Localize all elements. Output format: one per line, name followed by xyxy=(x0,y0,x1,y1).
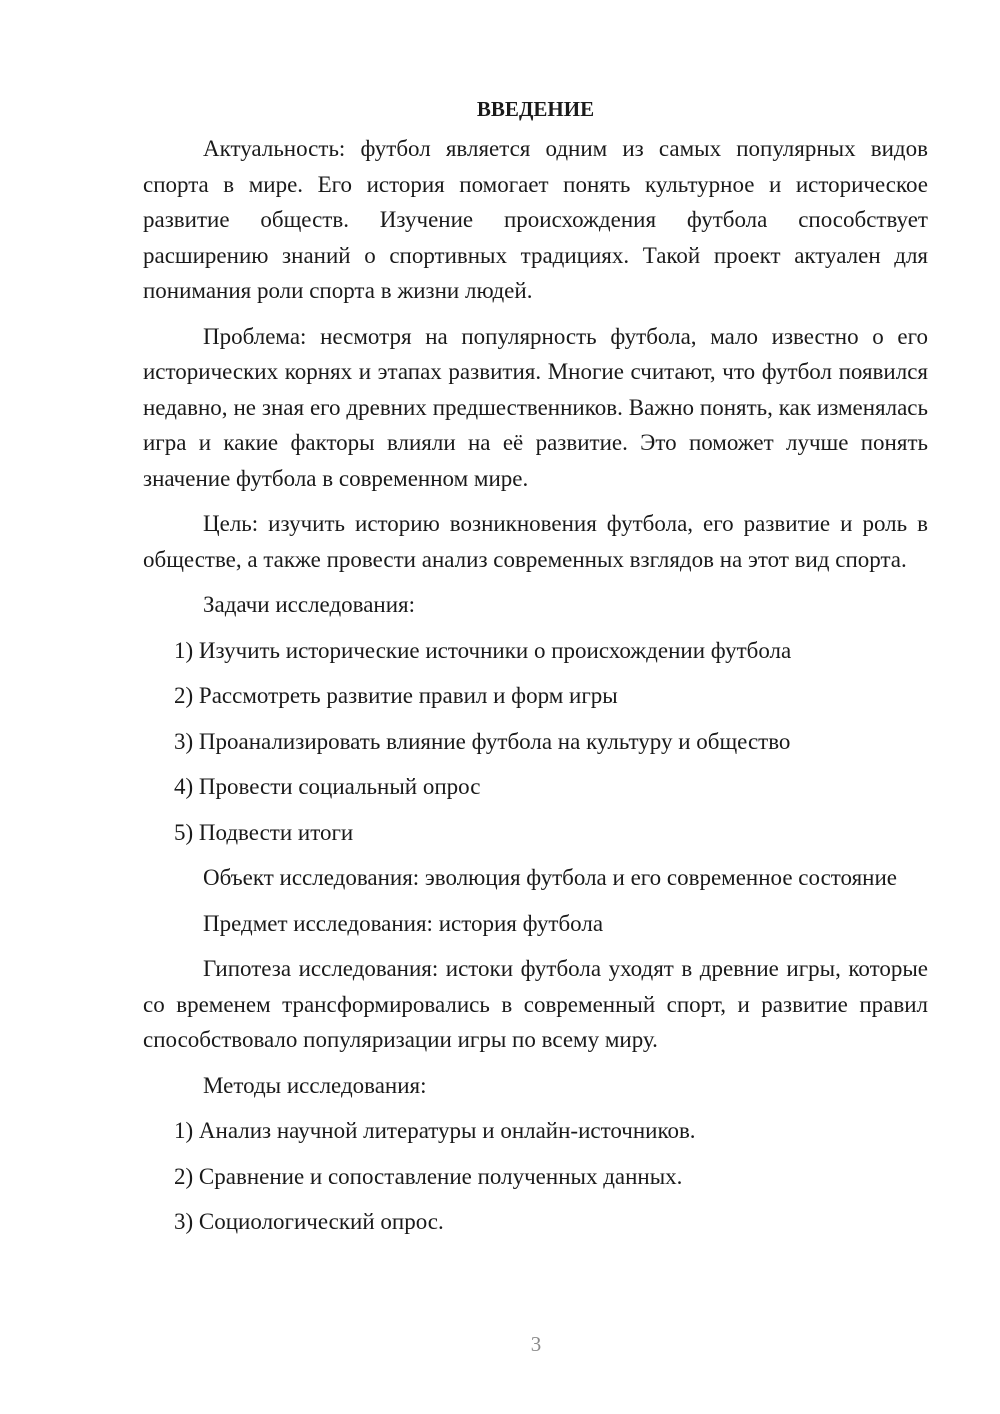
task-item: 5) Подвести итоги xyxy=(174,819,354,845)
methods-title: Методы исследования: xyxy=(203,1072,427,1098)
tasks-title: Задачи исследования: xyxy=(203,592,416,617)
task-item: 4) Провести социальный опрос xyxy=(174,774,481,799)
hypothesis-paragraph: Гипотеза исследования: истоки футбола уходят в древние игры, которые со временем трансформировались в современный спорт, и развитие правил способствовало популяризации игры по всему миру. xyxy=(143,956,928,1052)
page-content xyxy=(143,92,928,1250)
task-item: 3) Проанализировать влияние футбола на культуру и общество xyxy=(174,728,791,754)
object-paragraph: Объект исследования: эволюция футбола и его современное состояние xyxy=(203,865,897,890)
relevance-paragraph: Актуальность: футбол является одним из самых популярных видов спорта в мире. Его история помогает понять культурное и историческое развитие обществ. Изучение происхождения футбола способствует расширению знаний о спортивных традициях. Такой проект актуален для понимания роли спорта в жизни людей. xyxy=(143,136,928,303)
goal-paragraph: Цель: изучить историю возникновения футбола, его развитие и роль в обществе, а также провести анализ современных взглядов на этот вид спорта. xyxy=(143,511,928,572)
section-heading: ВВЕДЕНИЕ xyxy=(476,97,595,121)
problem-paragraph: Проблема: несмотря на популярность футбола, мало известно о его исторических корнях и этапах развития. Многие считают, что футбол появился недавно, не зная его древних предшественников. Важно понять, как изменялась игра и какие факторы влияли на её развитие. Это поможет лучше понять значение футбола в современном мире. xyxy=(143,323,928,491)
method-item: 3) Социологический опрос. xyxy=(174,1209,444,1234)
method-item: 2) Сравнение и сопоставление полученных данных. xyxy=(174,1163,683,1189)
task-item: 1) Изучить исторические источники о происхождении футбола xyxy=(174,637,792,663)
page-number: 3 xyxy=(530,1332,542,1356)
task-item: 2) Рассмотреть развитие правил и форм игры xyxy=(174,683,618,708)
method-item: 1) Анализ научной литературы и онлайн-источников. xyxy=(174,1118,696,1143)
subject-paragraph: Предмет исследования: история футбола xyxy=(203,910,604,936)
